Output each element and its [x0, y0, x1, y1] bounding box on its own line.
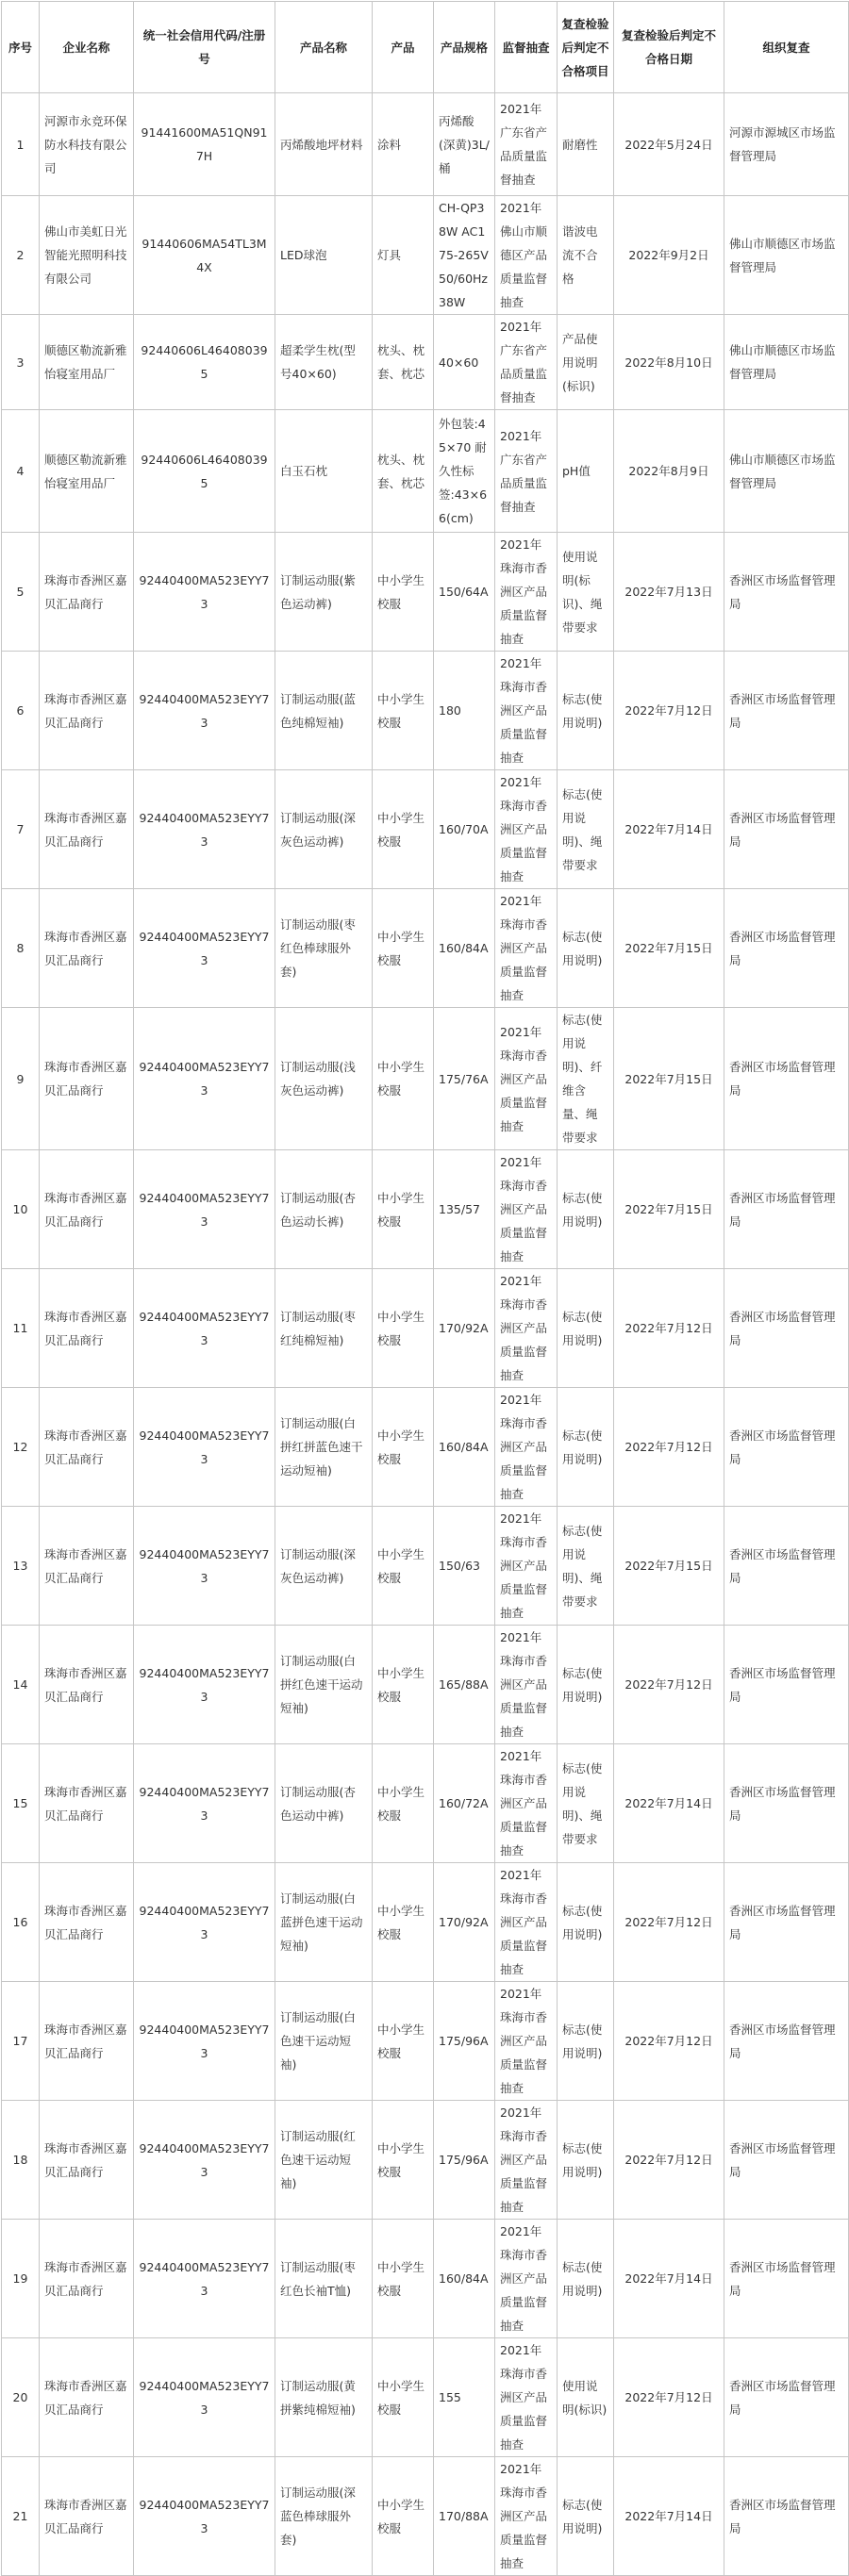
cell-failed-item: 标志(使用说明)	[558, 1388, 614, 1507]
cell-inspection: 2021年珠海市香洲区产品质量监督抽查	[495, 2457, 558, 2576]
cell-company: 珠海市香洲区嘉贝汇品商行	[40, 1507, 134, 1626]
cell-inspection: 2021年珠海市香洲区产品质量监督抽查	[495, 2338, 558, 2457]
cell-credit-code: 92440400MA523EYY73	[134, 1008, 275, 1150]
table-body	[2, 93, 849, 2576]
cell-product-category: 中小学生校服	[373, 1388, 434, 1507]
cell-spec: 175/96A	[434, 2101, 495, 2220]
cell-credit-code: 92440606L464080395	[134, 315, 275, 410]
table-row	[2, 2457, 849, 2576]
table-row	[2, 1388, 849, 1507]
cell-company: 珠海市香洲区嘉贝汇品商行	[40, 770, 134, 889]
cell-product-name: 丙烯酸地坪材料	[275, 93, 373, 196]
table-row	[2, 1269, 849, 1388]
cell-organizer: 香洲区市场监督管理局	[724, 1269, 849, 1388]
cell-organizer: 香洲区市场监督管理局	[724, 2338, 849, 2457]
cell-no: 14	[2, 1626, 40, 1744]
cell-organizer: 香洲区市场监督管理局	[724, 1982, 849, 2101]
cell-spec: 丙烯酸(深黄)3L/桶	[434, 93, 495, 196]
table-row	[2, 1626, 849, 1744]
table-row	[2, 315, 849, 410]
cell-product-category: 灯具	[373, 196, 434, 315]
cell-organizer: 香洲区市场监督管理局	[724, 889, 849, 1008]
cell-spec: CH-QP38W AC175-265V 50/60Hz 38W	[434, 196, 495, 315]
table-row	[2, 652, 849, 770]
cell-failed-date: 2022年7月12日	[614, 1269, 724, 1388]
cell-failed-item: 标志(使用说明)	[558, 2101, 614, 2220]
cell-no: 16	[2, 1863, 40, 1982]
cell-failed-date: 2022年7月14日	[614, 2457, 724, 2576]
cell-product-name: 订制运动服(白拼红色速干运动短袖)	[275, 1626, 373, 1744]
cell-product-name: 订制运动服(白拼红拼蓝色速干运动短袖)	[275, 1388, 373, 1507]
cell-credit-code: 92440400MA523EYY73	[134, 1863, 275, 1982]
cell-product-category: 涂料	[373, 93, 434, 196]
cell-product-category: 中小学生校服	[373, 1744, 434, 1863]
header-inspection: 监督抽查	[495, 2, 558, 93]
cell-company: 珠海市香洲区嘉贝汇品商行	[40, 2101, 134, 2220]
cell-product-category: 中小学生校服	[373, 2101, 434, 2220]
cell-no: 21	[2, 2457, 40, 2576]
cell-product-name: 订制运动服(黄拼紫纯棉短袖)	[275, 2338, 373, 2457]
cell-failed-item: 标志(使用说明)、绳带要求	[558, 1507, 614, 1626]
table-row	[2, 1507, 849, 1626]
cell-credit-code: 92440400MA523EYY73	[134, 1507, 275, 1626]
cell-product-category: 中小学生校服	[373, 770, 434, 889]
cell-company: 珠海市香洲区嘉贝汇品商行	[40, 1863, 134, 1982]
cell-failed-item: 标志(使用说明)	[558, 1269, 614, 1388]
cell-organizer: 香洲区市场监督管理局	[724, 652, 849, 770]
cell-no: 1	[2, 93, 40, 196]
cell-no: 13	[2, 1507, 40, 1626]
cell-product-name: 超柔学生枕(型号40×60)	[275, 315, 373, 410]
cell-product-category: 枕头、枕套、枕芯	[373, 315, 434, 410]
cell-failed-date: 2022年7月15日	[614, 1150, 724, 1269]
cell-inspection: 2021年珠海市香洲区产品质量监督抽查	[495, 2220, 558, 2338]
cell-failed-date: 2022年7月14日	[614, 770, 724, 889]
cell-product-name: 订制运动服(蓝色纯棉短袖)	[275, 652, 373, 770]
table-row	[2, 410, 849, 533]
cell-no: 3	[2, 315, 40, 410]
cell-failed-date: 2022年7月12日	[614, 2338, 724, 2457]
header-row	[2, 2, 849, 93]
cell-failed-item: 使用说明(标识)、绳带要求	[558, 533, 614, 652]
cell-credit-code: 92440400MA523EYY73	[134, 1388, 275, 1507]
cell-failed-date: 2022年9月2日	[614, 196, 724, 315]
cell-company: 珠海市香洲区嘉贝汇品商行	[40, 1269, 134, 1388]
cell-organizer: 河源市源城区市场监督管理局	[724, 93, 849, 196]
cell-company: 珠海市香洲区嘉贝汇品商行	[40, 2220, 134, 2338]
cell-credit-code: 92440400MA523EYY73	[134, 533, 275, 652]
cell-no: 19	[2, 2220, 40, 2338]
cell-credit-code: 92440400MA523EYY73	[134, 1744, 275, 1863]
cell-product-category: 中小学生校服	[373, 1626, 434, 1744]
cell-failed-date: 2022年7月12日	[614, 1388, 724, 1507]
header-credit-code: 统一社会信用代码/注册号	[134, 2, 275, 93]
cell-spec: 155	[434, 2338, 495, 2457]
cell-failed-item: 谐波电流不合格	[558, 196, 614, 315]
cell-product-name: 订制运动服(白蓝拼色速干运动短袖)	[275, 1863, 373, 1982]
cell-organizer: 香洲区市场监督管理局	[724, 1626, 849, 1744]
cell-inspection: 2021年珠海市香洲区产品质量监督抽查	[495, 1863, 558, 1982]
cell-credit-code: 92440400MA523EYY73	[134, 652, 275, 770]
cell-product-category: 中小学生校服	[373, 1507, 434, 1626]
cell-credit-code: 91440606MA54TL3M4X	[134, 196, 275, 315]
cell-product-name: 订制运动服(深蓝色棒球服外套)	[275, 2457, 373, 2576]
cell-no: 5	[2, 533, 40, 652]
cell-failed-date: 2022年7月13日	[614, 533, 724, 652]
cell-no: 2	[2, 196, 40, 315]
cell-inspection: 2021年广东省产品质量监督抽查	[495, 315, 558, 410]
cell-failed-date: 2022年8月10日	[614, 315, 724, 410]
cell-credit-code: 92440400MA523EYY73	[134, 2338, 275, 2457]
cell-spec: 170/88A	[434, 2457, 495, 2576]
recheck-results-table	[1, 1, 849, 2576]
header-product: 产品	[373, 2, 434, 93]
cell-product-name: 订制运动服(紫色运动裤)	[275, 533, 373, 652]
cell-product-category: 中小学生校服	[373, 1269, 434, 1388]
table-row	[2, 1982, 849, 2101]
cell-spec: 40×60	[434, 315, 495, 410]
cell-inspection: 2021年广东省产品质量监督抽查	[495, 93, 558, 196]
cell-product-name: 订制运动服(杏色运动中裤)	[275, 1744, 373, 1863]
cell-no: 7	[2, 770, 40, 889]
cell-credit-code: 92440400MA523EYY73	[134, 889, 275, 1008]
cell-inspection: 2021年珠海市香洲区产品质量监督抽查	[495, 770, 558, 889]
cell-failed-item: 标志(使用说明)	[558, 1626, 614, 1744]
cell-organizer: 香洲区市场监督管理局	[724, 2220, 849, 2338]
table-row	[2, 2220, 849, 2338]
cell-credit-code: 92440400MA523EYY73	[134, 2101, 275, 2220]
cell-organizer: 佛山市顺德区市场监督管理局	[724, 196, 849, 315]
cell-inspection: 2021年珠海市香洲区产品质量监督抽查	[495, 1269, 558, 1388]
cell-product-name: 订制运动服(深灰色运动裤)	[275, 1507, 373, 1626]
cell-inspection: 2021年珠海市香洲区产品质量监督抽查	[495, 1626, 558, 1744]
cell-organizer: 香洲区市场监督管理局	[724, 2101, 849, 2220]
cell-product-category: 中小学生校服	[373, 652, 434, 770]
table-row	[2, 1863, 849, 1982]
cell-spec: 175/76A	[434, 1008, 495, 1150]
cell-inspection: 2021年珠海市香洲区产品质量监督抽查	[495, 1507, 558, 1626]
cell-organizer: 佛山市顺德区市场监督管理局	[724, 315, 849, 410]
cell-inspection: 2021年珠海市香洲区产品质量监督抽查	[495, 1150, 558, 1269]
cell-failed-date: 2022年7月15日	[614, 1507, 724, 1626]
cell-product-category: 中小学生校服	[373, 1150, 434, 1269]
cell-failed-date: 2022年8月9日	[614, 410, 724, 533]
cell-product-name: 白玉石枕	[275, 410, 373, 533]
table-row	[2, 770, 849, 889]
cell-organizer: 香洲区市场监督管理局	[724, 2457, 849, 2576]
cell-failed-item: 标志(使用说明)	[558, 1150, 614, 1269]
cell-no: 18	[2, 2101, 40, 2220]
cell-product-category: 中小学生校服	[373, 1982, 434, 2101]
cell-no: 10	[2, 1150, 40, 1269]
cell-spec: 135/57	[434, 1150, 495, 1269]
cell-spec: 175/96A	[434, 1982, 495, 2101]
cell-inspection: 2021年珠海市香洲区产品质量监督抽查	[495, 2101, 558, 2220]
cell-no: 11	[2, 1269, 40, 1388]
cell-product-name: 订制运动服(白色速干运动短袖)	[275, 1982, 373, 2101]
cell-organizer: 香洲区市场监督管理局	[724, 1507, 849, 1626]
cell-inspection: 2021年珠海市香洲区产品质量监督抽查	[495, 1008, 558, 1150]
cell-organizer: 香洲区市场监督管理局	[724, 1388, 849, 1507]
cell-no: 20	[2, 2338, 40, 2457]
cell-company: 珠海市香洲区嘉贝汇品商行	[40, 2457, 134, 2576]
cell-organizer: 香洲区市场监督管理局	[724, 1008, 849, 1150]
cell-company: 顺德区勒流新雅怡寝室用品厂	[40, 315, 134, 410]
cell-product-category: 中小学生校服	[373, 533, 434, 652]
cell-credit-code: 92440400MA523EYY73	[134, 770, 275, 889]
cell-failed-date: 2022年7月12日	[614, 652, 724, 770]
cell-organizer: 香洲区市场监督管理局	[724, 1744, 849, 1863]
cell-no: 12	[2, 1388, 40, 1507]
cell-credit-code: 91441600MA51QN917H	[134, 93, 275, 196]
cell-inspection: 2021年珠海市香洲区产品质量监督抽查	[495, 1388, 558, 1507]
cell-inspection: 2021年珠海市香洲区产品质量监督抽查	[495, 889, 558, 1008]
cell-credit-code: 92440400MA523EYY73	[134, 1626, 275, 1744]
cell-failed-item: 标志(使用说明)	[558, 2220, 614, 2338]
cell-company: 珠海市香洲区嘉贝汇品商行	[40, 1008, 134, 1150]
table-row	[2, 196, 849, 315]
cell-organizer: 香洲区市场监督管理局	[724, 1150, 849, 1269]
cell-spec: 180	[434, 652, 495, 770]
cell-product-name: 订制运动服(深灰色运动裤)	[275, 770, 373, 889]
header-organizer: 组织复查	[724, 2, 849, 93]
cell-no: 17	[2, 1982, 40, 2101]
cell-company: 珠海市香洲区嘉贝汇品商行	[40, 652, 134, 770]
cell-product-category: 中小学生校服	[373, 1008, 434, 1150]
header-product-name: 产品名称	[275, 2, 373, 93]
cell-spec: 160/84A	[434, 2220, 495, 2338]
cell-company: 珠海市香洲区嘉贝汇品商行	[40, 1150, 134, 1269]
cell-credit-code: 92440400MA523EYY73	[134, 1982, 275, 2101]
cell-spec: 150/63	[434, 1507, 495, 1626]
cell-failed-item: 标志(使用说明)	[558, 1982, 614, 2101]
table-row	[2, 1150, 849, 1269]
cell-product-name: 订制运动服(枣红色长袖T恤)	[275, 2220, 373, 2338]
cell-product-name: LED球泡	[275, 196, 373, 315]
cell-failed-item: 耐磨性	[558, 93, 614, 196]
cell-no: 6	[2, 652, 40, 770]
cell-failed-date: 2022年7月12日	[614, 1982, 724, 2101]
cell-failed-item: 使用说明(标识)	[558, 2338, 614, 2457]
cell-spec: 170/92A	[434, 1269, 495, 1388]
cell-no: 15	[2, 1744, 40, 1863]
cell-spec: 160/84A	[434, 889, 495, 1008]
cell-product-category: 中小学生校服	[373, 889, 434, 1008]
cell-failed-date: 2022年7月12日	[614, 2101, 724, 2220]
cell-organizer: 香洲区市场监督管理局	[724, 770, 849, 889]
cell-inspection: 2021年佛山市顺德区产品质量监督抽查	[495, 196, 558, 315]
cell-inspection: 2021年珠海市香洲区产品质量监督抽查	[495, 1982, 558, 2101]
cell-inspection: 2021年珠海市香洲区产品质量监督抽查	[495, 533, 558, 652]
cell-no: 9	[2, 1008, 40, 1150]
cell-company: 珠海市香洲区嘉贝汇品商行	[40, 2338, 134, 2457]
cell-product-category: 中小学生校服	[373, 2457, 434, 2576]
cell-failed-date: 2022年7月12日	[614, 1863, 724, 1982]
cell-failed-item: 标志(使用说明)、纤维含量、绳带要求	[558, 1008, 614, 1150]
cell-product-category: 中小学生校服	[373, 1863, 434, 1982]
cell-product-name: 订制运动服(红色速干运动短袖)	[275, 2101, 373, 2220]
cell-no: 4	[2, 410, 40, 533]
cell-spec: 160/72A	[434, 1744, 495, 1863]
cell-company: 河源市永竞环保防水科技有限公司	[40, 93, 134, 196]
table-row	[2, 2101, 849, 2220]
cell-failed-date: 2022年5月24日	[614, 93, 724, 196]
table-row	[2, 1008, 849, 1150]
cell-spec: 160/70A	[434, 770, 495, 889]
cell-company: 珠海市香洲区嘉贝汇品商行	[40, 1982, 134, 2101]
table-row	[2, 889, 849, 1008]
header-failed-date: 复查检验后判定不合格日期	[614, 2, 724, 93]
cell-failed-item: 标志(使用说明)	[558, 889, 614, 1008]
cell-credit-code: 92440606L464080395	[134, 410, 275, 533]
cell-organizer: 香洲区市场监督管理局	[724, 533, 849, 652]
cell-credit-code: 92440400MA523EYY73	[134, 1269, 275, 1388]
cell-company: 珠海市香洲区嘉贝汇品商行	[40, 1744, 134, 1863]
cell-product-name: 订制运动服(枣红纯棉短袖)	[275, 1269, 373, 1388]
cell-failed-date: 2022年7月15日	[614, 1008, 724, 1150]
header-company: 企业名称	[40, 2, 134, 93]
table-row	[2, 533, 849, 652]
cell-spec: 外包装:45×70 耐久性标签:43×66(cm)	[434, 410, 495, 533]
cell-failed-date: 2022年7月15日	[614, 889, 724, 1008]
cell-company: 顺德区勒流新雅怡寝室用品厂	[40, 410, 134, 533]
cell-failed-item: 标志(使用说明)	[558, 1863, 614, 1982]
cell-product-category: 枕头、枕套、枕芯	[373, 410, 434, 533]
cell-inspection: 2021年广东省产品质量监督抽查	[495, 410, 558, 533]
cell-credit-code: 92440400MA523EYY73	[134, 2457, 275, 2576]
cell-company: 珠海市香洲区嘉贝汇品商行	[40, 1626, 134, 1744]
cell-organizer: 佛山市顺德区市场监督管理局	[724, 410, 849, 533]
cell-inspection: 2021年珠海市香洲区产品质量监督抽查	[495, 652, 558, 770]
cell-failed-item: 标志(使用说明)	[558, 2457, 614, 2576]
cell-failed-item: 标志(使用说明)、绳带要求	[558, 770, 614, 889]
cell-organizer: 香洲区市场监督管理局	[724, 1863, 849, 1982]
cell-failed-item: 产品使用说明(标识)	[558, 315, 614, 410]
header-no: 序号	[2, 2, 40, 93]
cell-company: 珠海市香洲区嘉贝汇品商行	[40, 533, 134, 652]
cell-no: 8	[2, 889, 40, 1008]
table-row	[2, 2338, 849, 2457]
cell-spec: 165/88A	[434, 1626, 495, 1744]
cell-product-name: 订制运动服(枣红色棒球服外套)	[275, 889, 373, 1008]
cell-product-name: 订制运动服(杏色运动长裤)	[275, 1150, 373, 1269]
cell-credit-code: 92440400MA523EYY73	[134, 2220, 275, 2338]
cell-failed-date: 2022年7月14日	[614, 2220, 724, 2338]
cell-failed-item: pH值	[558, 410, 614, 533]
cell-failed-date: 2022年7月12日	[614, 1626, 724, 1744]
cell-credit-code: 92440400MA523EYY73	[134, 1150, 275, 1269]
table-row	[2, 93, 849, 196]
cell-spec: 150/64A	[434, 533, 495, 652]
header-failed-item: 复查检验后判定不合格项目	[558, 2, 614, 93]
cell-failed-item: 标志(使用说明)、绳带要求	[558, 1744, 614, 1863]
cell-inspection: 2021年珠海市香洲区产品质量监督抽查	[495, 1744, 558, 1863]
cell-company: 珠海市香洲区嘉贝汇品商行	[40, 1388, 134, 1507]
cell-failed-date: 2022年7月14日	[614, 1744, 724, 1863]
header-spec: 产品规格	[434, 2, 495, 93]
cell-spec: 170/92A	[434, 1863, 495, 1982]
cell-company: 珠海市香洲区嘉贝汇品商行	[40, 889, 134, 1008]
cell-company: 佛山市美虹日光智能光照明科技有限公司	[40, 196, 134, 315]
cell-product-name: 订制运动服(浅灰色运动裤)	[275, 1008, 373, 1150]
table-row	[2, 1744, 849, 1863]
cell-product-category: 中小学生校服	[373, 2338, 434, 2457]
cell-spec: 160/84A	[434, 1388, 495, 1507]
cell-product-category: 中小学生校服	[373, 2220, 434, 2338]
cell-failed-item: 标志(使用说明)	[558, 652, 614, 770]
